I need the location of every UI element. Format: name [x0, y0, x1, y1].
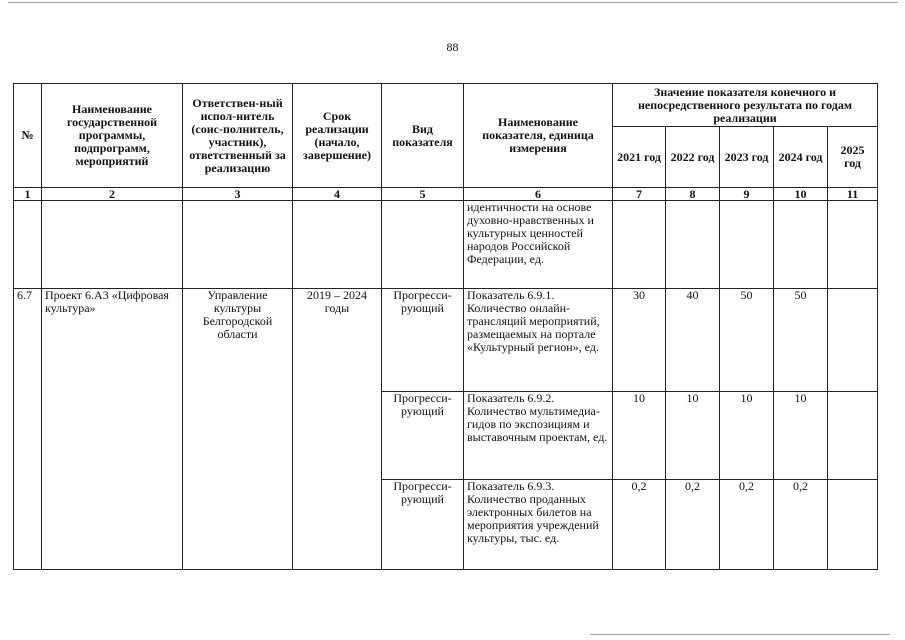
column-number: 4	[293, 188, 382, 201]
indicator-name: Показатель 6.9.2. Количество мультимедиа-гидов по экспозициям и выставочным проектам, ед.	[464, 392, 613, 480]
indicator-value: 0,2	[720, 480, 774, 570]
column-number: 7	[613, 188, 666, 201]
column-number: 5	[382, 188, 464, 201]
indicator-value: 50	[720, 289, 774, 392]
column-number-row	[14, 188, 878, 201]
header-values-group: Значение показателя конечного и непосредственного результата по годам реализации	[613, 84, 878, 127]
indicator-name: Показатель 6.9.3. Количество проданных электронных билетов на мероприятия учреждений культуры, тыс. ед.	[464, 480, 613, 570]
indicator-value: 10	[613, 392, 666, 480]
indicator-type: Прогресси-рующий	[382, 289, 464, 392]
indicator-value: 40	[666, 289, 720, 392]
header-year: 2024 год	[774, 127, 828, 188]
indicator-value: 30	[613, 289, 666, 392]
indicator-value: 0,2	[666, 480, 720, 570]
empty-cell	[774, 201, 828, 289]
indicator-value	[828, 480, 878, 570]
indicator-value: 0,2	[774, 480, 828, 570]
table-row	[14, 201, 878, 289]
empty-cell	[293, 201, 382, 289]
empty-cell	[14, 201, 42, 289]
column-number: 1	[14, 188, 42, 201]
column-number: 10	[774, 188, 828, 201]
indicator-name: Показатель 6.9.1. Количество онлайн-трансляций мероприятий, размещаемых на портале «Культурный регион», ед.	[464, 289, 613, 392]
indicator-type: Прогресси-рующий	[382, 392, 464, 480]
indicator-continuation: идентичности на основе духовно-нравственных и культурных ценностей народов Российской Федерации, ед.	[464, 201, 613, 289]
header-year: 2021 год	[613, 127, 666, 188]
project-name: Проект 6.А3 «Цифровая культура»	[42, 289, 183, 570]
indicator-value	[828, 392, 878, 480]
empty-cell	[42, 201, 183, 289]
empty-cell	[828, 201, 878, 289]
project-responsible: Управление культуры Белгородской области	[183, 289, 293, 570]
table-row	[14, 289, 878, 392]
header-indicator: Наименование показателя, единица измерения	[464, 84, 613, 188]
column-number: 6	[464, 188, 613, 201]
header-year: 2023 год	[720, 127, 774, 188]
header-responsible: Ответствен-ный испол-нитель (соис-полнитель, участник), ответственный за реализацию	[183, 84, 293, 188]
project-num: 6.7	[14, 289, 42, 570]
indicator-type: Прогресси-рующий	[382, 480, 464, 570]
header-num: №	[14, 84, 42, 188]
header-name: Наименование государственной программы, подпрограмм, мероприятий	[42, 84, 183, 188]
empty-cell	[183, 201, 293, 289]
empty-cell	[613, 201, 666, 289]
header-year: 2025 год	[828, 127, 878, 188]
indicator-value: 50	[774, 289, 828, 392]
column-number: 8	[666, 188, 720, 201]
column-number: 11	[828, 188, 878, 201]
header-term: Срок реализации (начало, завершение)	[293, 84, 382, 188]
indicator-value: 10	[774, 392, 828, 480]
indicator-value: 0,2	[613, 480, 666, 570]
empty-cell	[720, 201, 774, 289]
indicator-value: 10	[666, 392, 720, 480]
scan-artifact-line	[590, 634, 890, 635]
program-table	[13, 83, 878, 570]
empty-cell	[382, 201, 464, 289]
scan-artifact-line	[8, 2, 898, 3]
empty-cell	[666, 201, 720, 289]
header-row	[14, 84, 878, 127]
page-number: 88	[446, 40, 459, 54]
header-type: Вид показателя	[382, 84, 464, 188]
header-year: 2022 год	[666, 127, 720, 188]
indicator-value	[828, 289, 878, 392]
project-term: 2019 – 2024 годы	[293, 289, 382, 570]
column-number: 9	[720, 188, 774, 201]
column-number: 3	[183, 188, 293, 201]
column-number: 2	[42, 188, 183, 201]
indicator-value: 10	[720, 392, 774, 480]
